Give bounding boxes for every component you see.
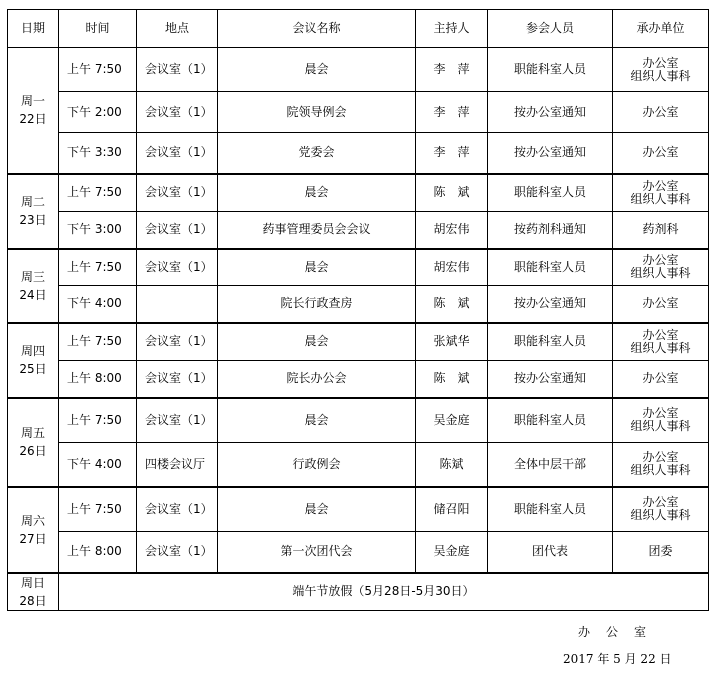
attendees-cell: 按药剂科通知	[488, 212, 613, 249]
organizer-cell	[613, 487, 709, 532]
organizer-cell	[613, 249, 709, 286]
holiday-note: 端午节放假（5月28日-5月30日）	[59, 573, 709, 611]
day-cell	[8, 573, 59, 611]
organizer-line: 药剂科	[642, 222, 679, 237]
header-date: 日期	[8, 10, 59, 48]
organizer-cell	[613, 286, 709, 323]
organizer-cell	[613, 398, 709, 443]
organizer-line: 办公室	[642, 327, 679, 342]
host-cell: 吴金庭	[416, 398, 488, 443]
header-host: 主持人	[416, 10, 488, 48]
footer-date: 2017 年 5 月 22 日	[563, 652, 672, 666]
weekday-label: 周五	[20, 426, 45, 440]
weekday-label: 周一	[20, 94, 45, 109]
meeting-name-cell: 晨会	[218, 323, 416, 361]
host-cell: 李 萍	[416, 92, 488, 133]
place-cell	[137, 286, 218, 323]
meeting-name-cell: 晨会	[218, 487, 416, 532]
day-cell	[8, 398, 59, 487]
organizer-line: 办公室	[642, 55, 679, 70]
place-cell: 会议室（1）	[137, 92, 218, 133]
organizer-cell	[613, 133, 709, 174]
meeting-name-cell: 晨会	[218, 398, 416, 443]
schedule-row	[8, 443, 709, 487]
place-cell: 会议室（1）	[137, 487, 218, 532]
meeting-name-cell: 晨会	[218, 174, 416, 212]
day-cell	[8, 249, 59, 323]
date-label: 26日	[19, 444, 47, 458]
day-cell	[8, 48, 59, 174]
place-cell: 会议室（1）	[137, 174, 218, 212]
meeting-name-cell: 第一次团代会	[218, 532, 416, 573]
place-cell: 会议室（1）	[137, 212, 218, 249]
organizer-cell	[613, 443, 709, 487]
day-cell	[8, 323, 59, 398]
organizer-line: 组织人事科	[630, 68, 691, 83]
schedule-row	[8, 532, 709, 573]
time-cell: 上午 7:50	[59, 323, 137, 361]
attendees-cell: 全体中层干部	[488, 443, 613, 487]
organizer-cell	[613, 48, 709, 92]
place-cell: 会议室（1）	[137, 249, 218, 286]
schedule-row	[8, 174, 709, 212]
schedule-row	[8, 133, 709, 174]
meeting-name-cell: 行政例会	[218, 443, 416, 487]
host-cell: 储召阳	[416, 487, 488, 532]
time-cell: 下午 4:00	[59, 443, 137, 487]
meeting-name-cell: 晨会	[218, 48, 416, 92]
schedule-row	[8, 212, 709, 249]
time-cell: 下午 3:00	[59, 212, 137, 249]
organizer-line: 办公室	[642, 495, 679, 510]
weekday-label: 周二	[20, 195, 45, 209]
date-label: 23日	[19, 213, 47, 227]
organizer-cell	[613, 361, 709, 398]
host-cell: 张斌华	[416, 323, 488, 361]
time-cell: 上午 7:50	[59, 48, 137, 92]
organizer-cell	[613, 92, 709, 133]
attendees-cell: 职能科室人员	[488, 487, 613, 532]
place-cell: 四楼会议厅	[137, 443, 218, 487]
organizer-line: 办公室	[642, 296, 679, 311]
attendees-cell: 职能科室人员	[488, 48, 613, 92]
organizer-line: 办公室	[642, 178, 679, 193]
header-unit: 承办单位	[613, 10, 709, 48]
meeting-name-cell: 晨会	[218, 249, 416, 286]
host-cell: 李 萍	[416, 133, 488, 174]
date-label: 22日	[19, 112, 47, 127]
schedule-row	[8, 48, 709, 92]
meeting-name-cell: 院长行政查房	[218, 286, 416, 323]
weekday-label: 周日	[20, 575, 45, 590]
time-cell: 上午 7:50	[59, 174, 137, 212]
schedule-row	[8, 92, 709, 133]
schedule-row	[8, 487, 709, 532]
date-label: 28日	[19, 593, 47, 608]
organizer-line: 办公室	[642, 371, 679, 386]
header-row	[8, 10, 709, 48]
date-label: 24日	[19, 287, 47, 302]
place-cell: 会议室（1）	[137, 398, 218, 443]
weekday-label: 周三	[20, 269, 45, 284]
day-cell	[8, 487, 59, 573]
weekday-label: 周四	[20, 344, 45, 358]
header-attendees: 参会人员	[488, 10, 613, 48]
organizer-line: 办公室	[642, 104, 679, 119]
time-cell: 上午 7:50	[59, 249, 137, 286]
time-cell: 上午 7:50	[59, 398, 137, 443]
organizer-cell	[613, 212, 709, 249]
header-place: 地点	[137, 10, 218, 48]
host-cell: 胡宏伟	[416, 249, 488, 286]
host-cell: 陈 斌	[416, 174, 488, 212]
meeting-name-cell: 药事管理委员会会议	[218, 212, 416, 249]
header-time: 时间	[59, 10, 137, 48]
host-cell: 陈 斌	[416, 361, 488, 398]
organizer-line: 办公室	[642, 450, 679, 465]
time-cell: 上午 8:00	[59, 361, 137, 398]
host-cell: 陈斌	[416, 443, 488, 487]
attendees-cell: 职能科室人员	[488, 323, 613, 361]
host-cell: 李 萍	[416, 48, 488, 92]
organizer-line: 办公室	[642, 145, 679, 160]
organizer-line: 组织人事科	[630, 463, 691, 478]
schedule-row	[8, 398, 709, 443]
day-cell	[8, 174, 59, 249]
organizer-line: 组织人事科	[630, 266, 691, 281]
meeting-schedule-table	[7, 9, 709, 611]
time-cell: 下午 4:00	[59, 286, 137, 323]
attendees-cell: 职能科室人员	[488, 174, 613, 212]
attendees-cell: 按办公室通知	[488, 361, 613, 398]
organizer-line: 组织人事科	[630, 419, 691, 434]
date-label: 25日	[19, 362, 47, 376]
organizer-line: 组织人事科	[630, 191, 691, 206]
organizer-line: 团委	[648, 544, 673, 559]
host-cell: 陈 斌	[416, 286, 488, 323]
time-cell: 上午 8:00	[59, 532, 137, 573]
host-cell: 胡宏伟	[416, 212, 488, 249]
header-meeting: 会议名称	[218, 10, 416, 48]
weekday-label: 周六	[20, 513, 45, 528]
attendees-cell: 按办公室通知	[488, 133, 613, 174]
schedule-row	[8, 286, 709, 323]
meeting-name-cell: 院领导例会	[218, 92, 416, 133]
time-cell: 上午 7:50	[59, 487, 137, 532]
attendees-cell: 按办公室通知	[488, 286, 613, 323]
attendees-cell: 职能科室人员	[488, 249, 613, 286]
time-cell: 下午 3:30	[59, 133, 137, 174]
schedule-row	[8, 249, 709, 286]
meeting-name-cell: 党委会	[218, 133, 416, 174]
organizer-cell	[613, 174, 709, 212]
attendees-cell: 按办公室通知	[488, 92, 613, 133]
organizer-cell	[613, 323, 709, 361]
organizer-line: 办公室	[642, 406, 679, 421]
attendees-cell: 职能科室人员	[488, 398, 613, 443]
attendees-cell: 团代表	[488, 532, 613, 573]
place-cell: 会议室（1）	[137, 133, 218, 174]
footer-office: 办 公 室	[578, 625, 649, 639]
schedule-row	[8, 361, 709, 398]
place-cell: 会议室（1）	[137, 361, 218, 398]
time-cell: 下午 2:00	[59, 92, 137, 133]
organizer-line: 组织人事科	[630, 508, 691, 523]
place-cell: 会议室（1）	[137, 532, 218, 573]
organizer-line: 办公室	[642, 253, 679, 268]
host-cell: 吴金庭	[416, 532, 488, 573]
place-cell: 会议室（1）	[137, 48, 218, 92]
organizer-cell	[613, 532, 709, 573]
organizer-line: 组织人事科	[630, 340, 691, 355]
schedule-row	[8, 323, 709, 361]
meeting-name-cell: 院长办公会	[218, 361, 416, 398]
date-label: 27日	[19, 531, 47, 546]
place-cell: 会议室（1）	[137, 323, 218, 361]
sunday-row	[8, 573, 709, 611]
